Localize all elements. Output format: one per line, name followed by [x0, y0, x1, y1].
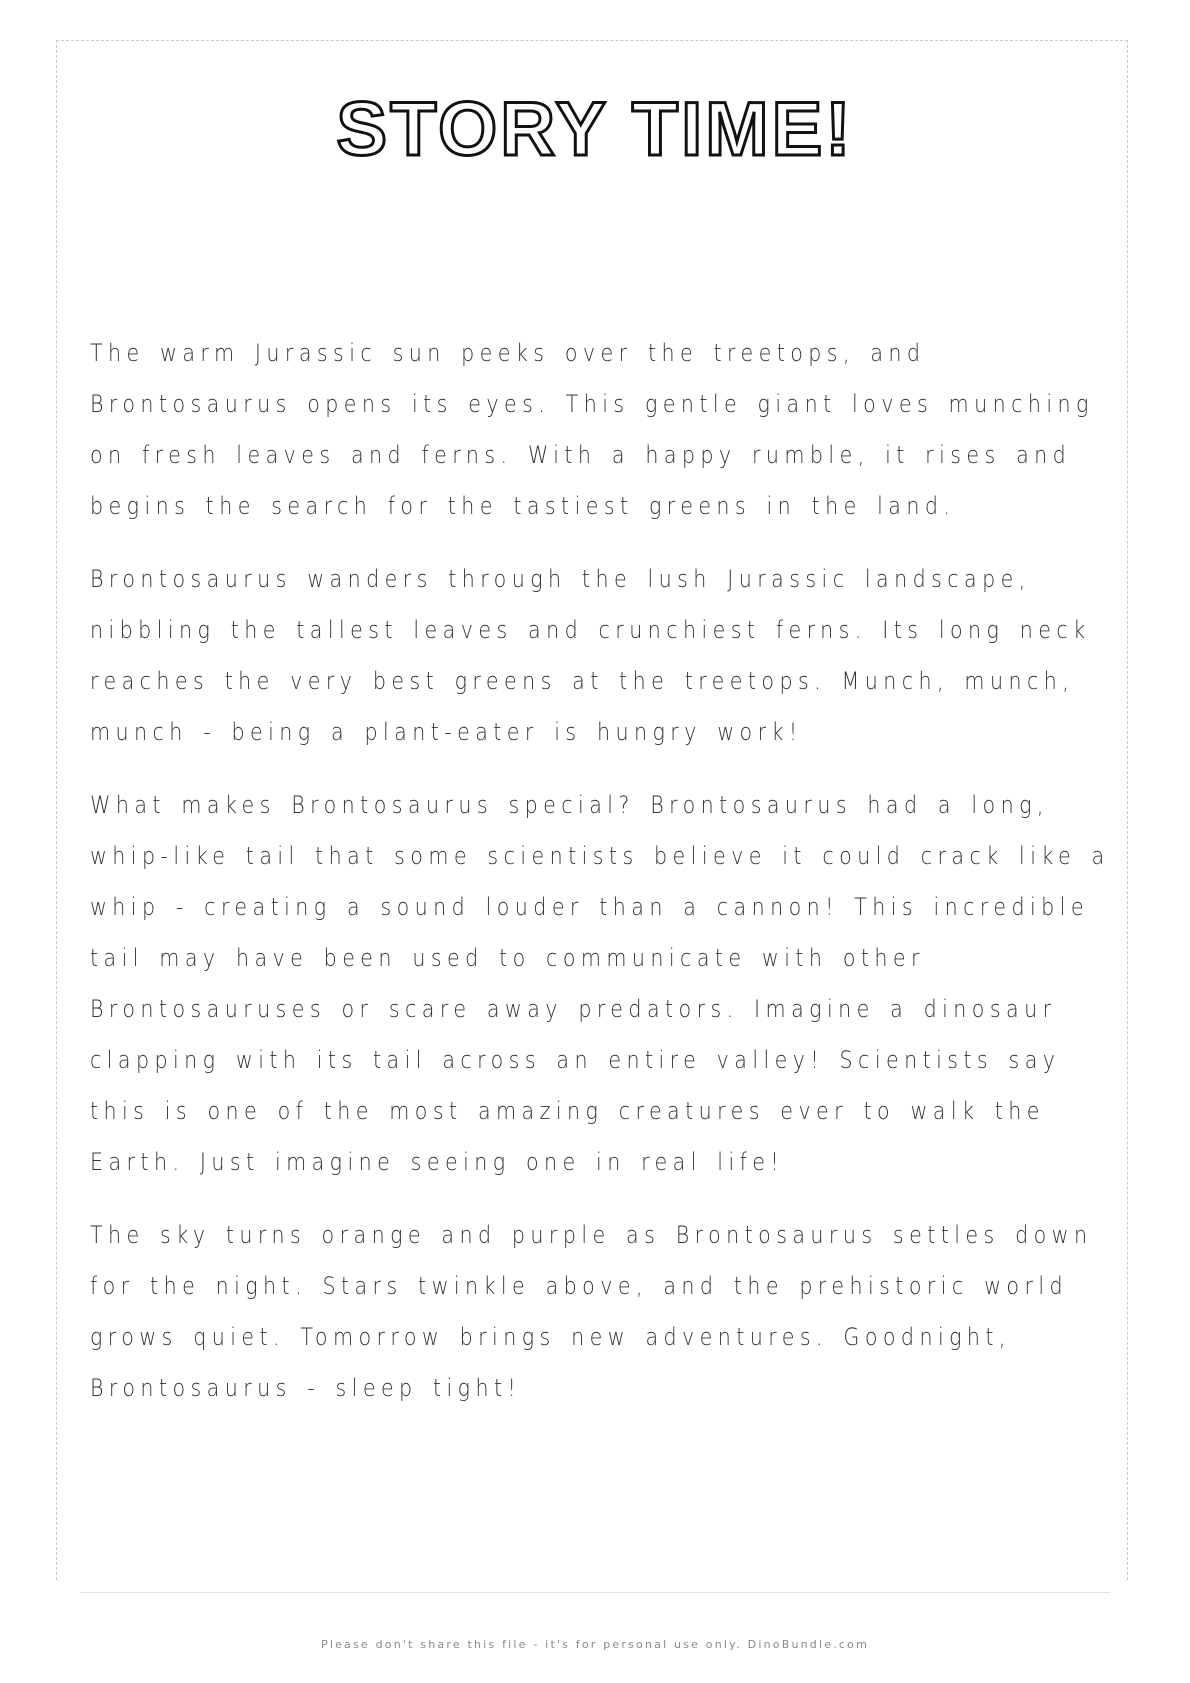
story-paragraph-2: Brontosaurus wanders through the lush Jurassic landscape, nibbling the tallest leaves and crunchiest ferns. Its long neck reaches the very best greens at the treetops. Munch, munch, munch - being a plant-eater is hungry work!	[90, 565, 1091, 746]
story-body	[90, 328, 1120, 1436]
story-paragraph-3: What makes Brontosaurus special? Brontosaurus had a long, whip-like tail that some scientists believe it could crack like a whip - creating a sound louder than a cannon! This incredible tail may have been used to communicate with other Brontosauruses or scare away predators. Imagine a dinosaur clapping with its tail across an entire valley! Scientists say this is one of the most amazing creatures ever to walk the Earth. Just imagine seeing one in real life!	[90, 791, 1110, 1176]
story-title: STORY TIME!	[336, 87, 854, 172]
footer-divider	[80, 1592, 1110, 1593]
footer-notice: Please don't share this file - it's for personal use only. DinoBundle.com	[321, 1638, 869, 1651]
story-paragraph-1: The warm Jurassic sun peeks over the treetops, and Brontosaurus opens its eyes. This gentle giant loves munching on fresh leaves and ferns. With a happy rumble, it rises and begins the search for the tastiest greens in the land.	[90, 339, 1094, 520]
story-paragraph-4: The sky turns orange and purple as Brontosaurus settles down for the night. Stars twinkle above, and the prehistoric world grows quiet. Tomorrow brings new adventures. Goodnight, Brontosaurus - sleep tight!	[90, 1221, 1093, 1402]
